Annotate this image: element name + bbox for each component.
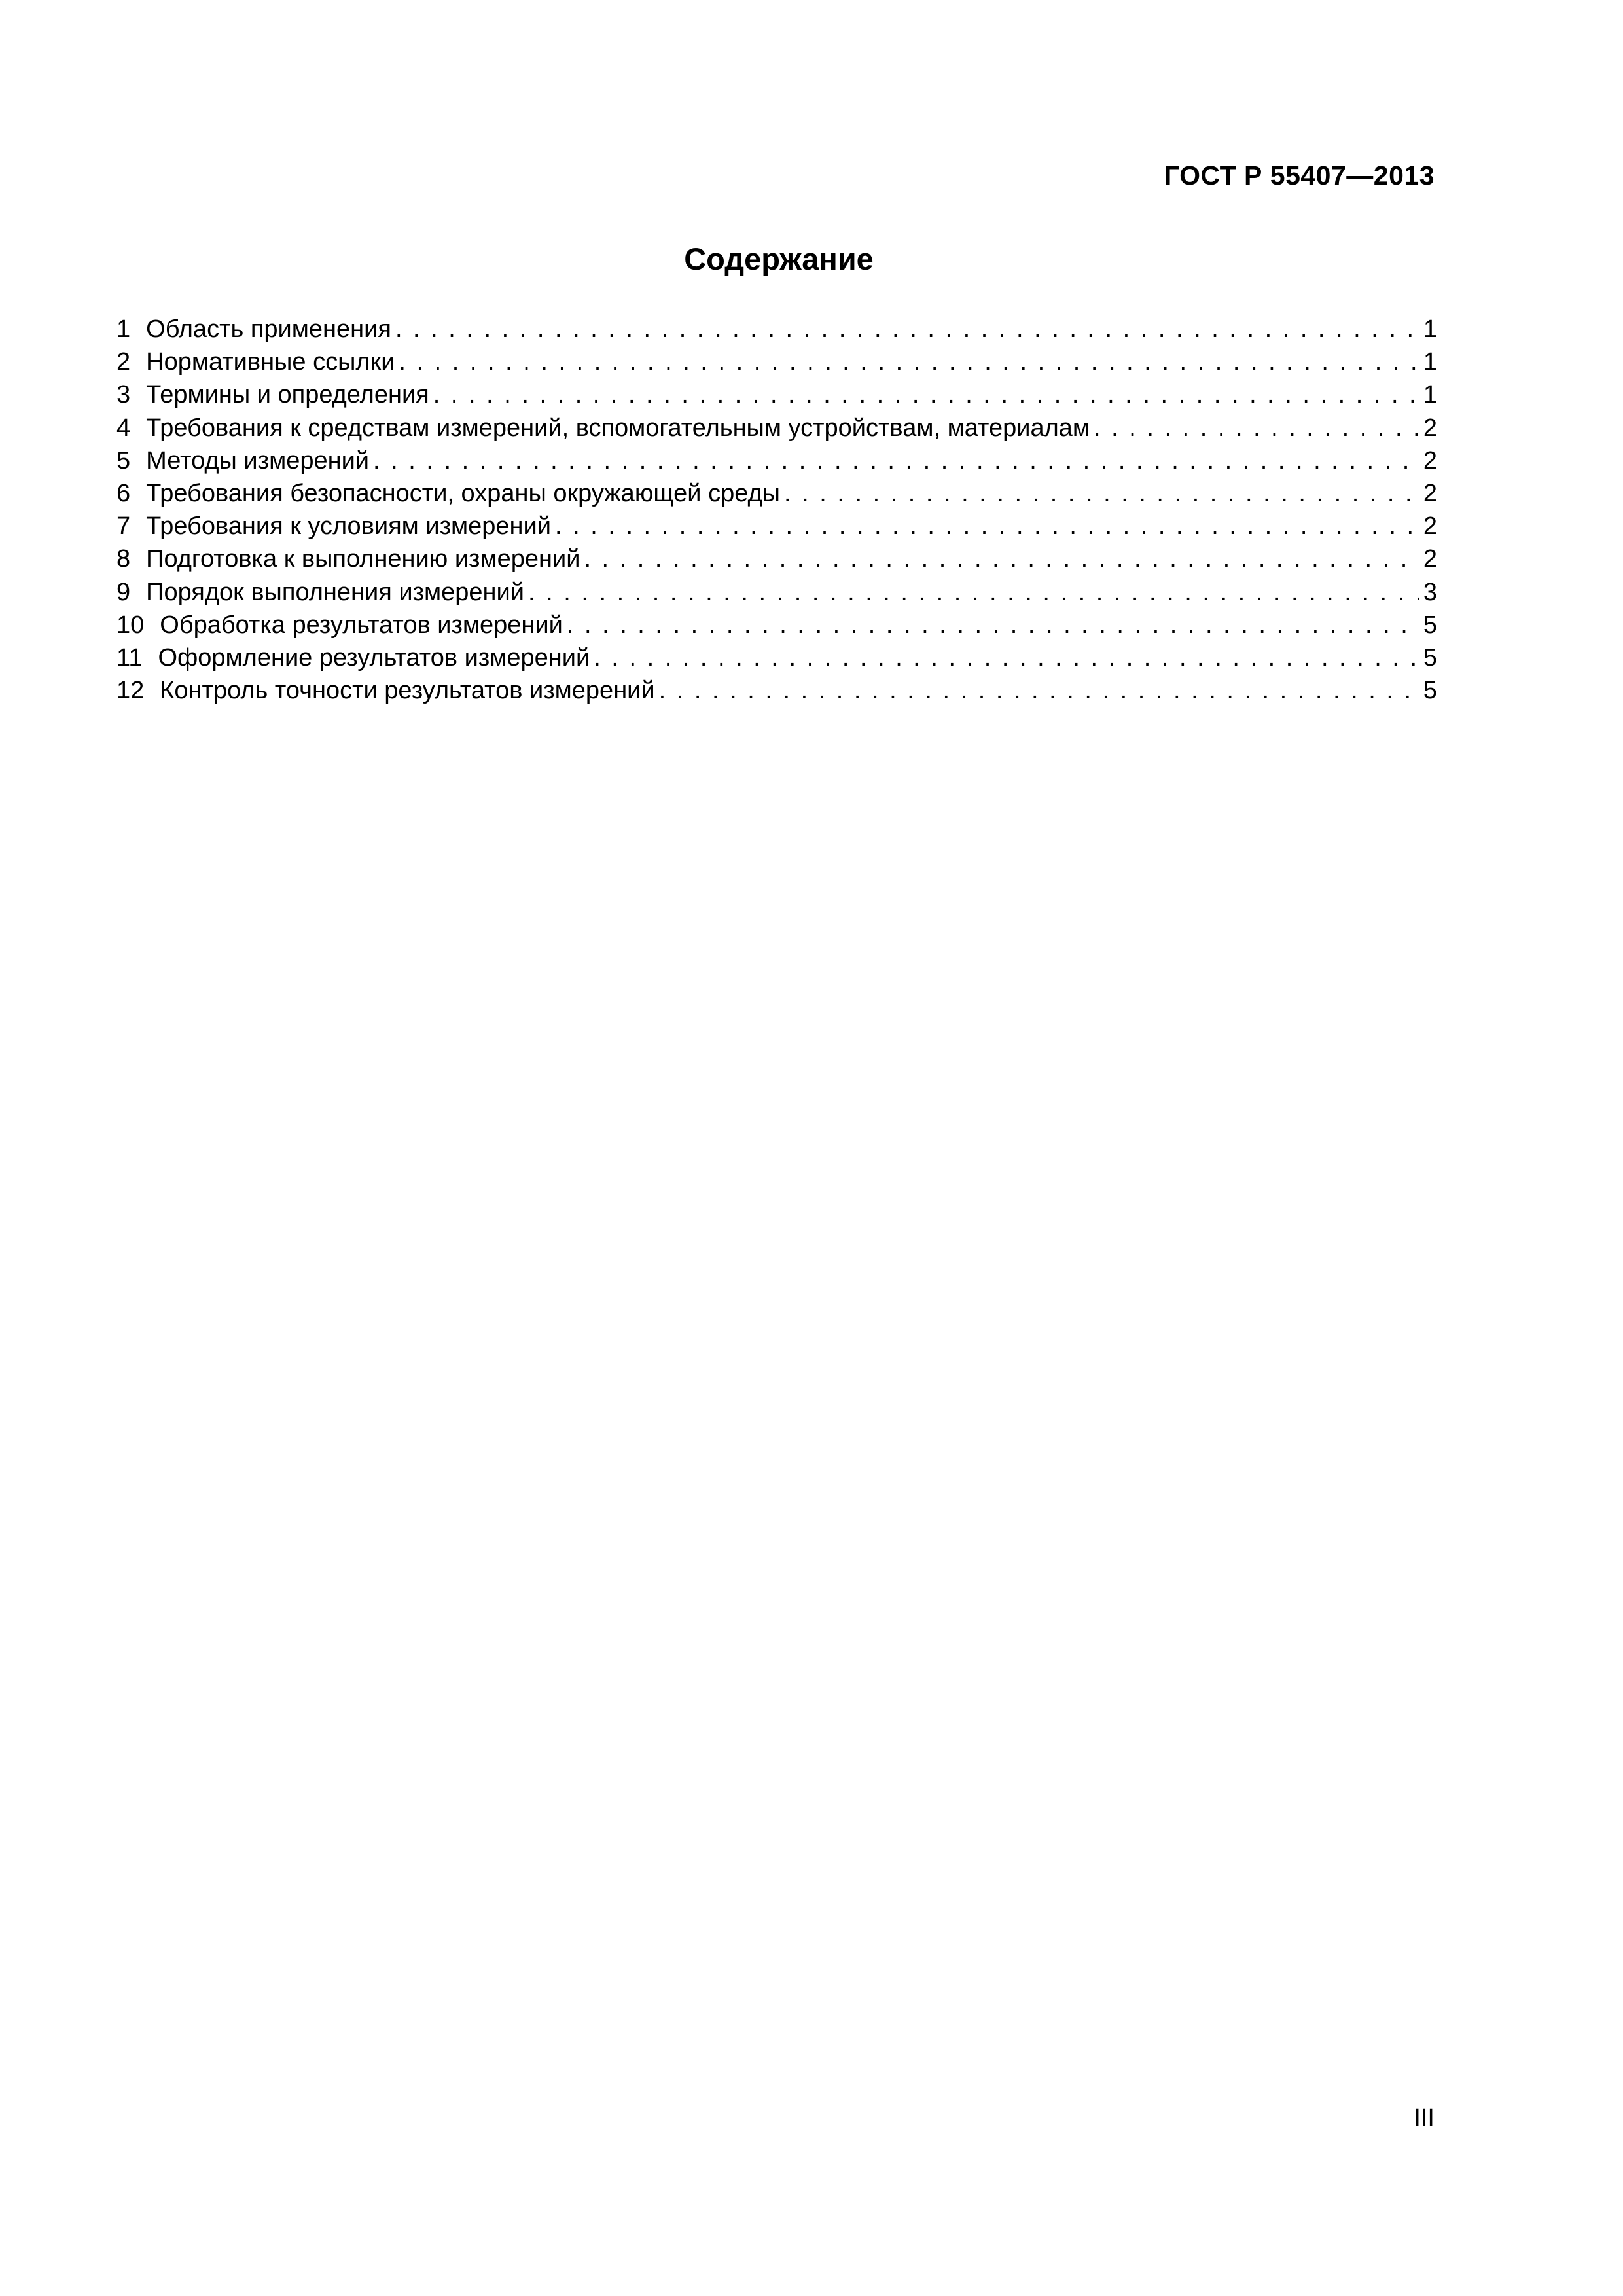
toc-entry-10[interactable] xyxy=(116,609,1437,641)
toc-entry-7[interactable] xyxy=(116,510,1437,543)
toc-entry-number: 4 xyxy=(116,414,131,442)
table-of-contents xyxy=(116,313,1437,707)
toc-entry-page: 1 xyxy=(1423,381,1437,409)
toc-entry-number: 10 xyxy=(116,611,145,639)
toc-entry-8[interactable] xyxy=(116,543,1437,575)
toc-dot-leader xyxy=(373,444,1419,477)
toc-entry-number: 7 xyxy=(116,512,131,541)
toc-entry-label: Нормативные ссылки xyxy=(146,348,395,376)
toc-entry-label: Требования безопасности, охраны окружающей среды xyxy=(146,479,780,507)
toc-entry-label: Область применения xyxy=(146,315,391,343)
page-number: III xyxy=(1414,2104,1435,2132)
toc-entry-label: Обработка результатов измерений xyxy=(160,611,563,639)
toc-entry-page: 2 xyxy=(1423,414,1437,442)
toc-entry-9[interactable] xyxy=(116,576,1437,609)
toc-dot-leader xyxy=(433,378,1419,411)
toc-dot-leader xyxy=(584,543,1419,575)
toc-entry-page: 5 xyxy=(1423,643,1437,672)
toc-dot-leader xyxy=(555,510,1419,543)
toc-entry-page: 2 xyxy=(1423,479,1437,507)
toc-title: Содержание xyxy=(684,242,874,276)
toc-dot-leader xyxy=(528,576,1419,609)
toc-entry-5[interactable] xyxy=(116,444,1437,477)
toc-dot-leader xyxy=(567,609,1419,641)
toc-entry-label: Требования к средствам измерений, вспомогательным устройствам, материалам xyxy=(146,414,1090,442)
toc-entry-page: 2 xyxy=(1423,545,1437,573)
toc-dot-leader xyxy=(594,641,1419,674)
toc-dot-leader xyxy=(399,346,1419,378)
toc-entry-page: 3 xyxy=(1423,578,1437,606)
toc-entry-number: 6 xyxy=(116,479,131,507)
toc-entry-number: 3 xyxy=(116,381,131,409)
toc-entry-page: 5 xyxy=(1423,677,1437,705)
toc-entry-2[interactable] xyxy=(116,346,1437,378)
toc-entry-page: 1 xyxy=(1423,315,1437,343)
toc-entry-number: 2 xyxy=(116,348,131,376)
toc-entry-number: 1 xyxy=(116,315,131,343)
toc-entry-number: 12 xyxy=(116,677,145,705)
toc-entry-4[interactable] xyxy=(116,412,1437,444)
toc-entry-label: Термины и определения xyxy=(146,381,429,409)
toc-entry-number: 11 xyxy=(116,643,143,672)
toc-entry-page: 5 xyxy=(1423,611,1437,639)
toc-entry-6[interactable] xyxy=(116,477,1437,510)
toc-entry-page: 1 xyxy=(1423,348,1437,376)
toc-entry-label: Контроль точности результатов измерений xyxy=(160,677,655,705)
toc-dot-leader xyxy=(659,674,1419,707)
toc-dot-leader xyxy=(395,313,1419,346)
document-code: ГОСТ Р 55407—2013 xyxy=(1164,160,1435,190)
toc-entry-page: 2 xyxy=(1423,512,1437,541)
toc-entry-number: 8 xyxy=(116,545,131,573)
toc-entry-11[interactable] xyxy=(116,641,1437,674)
toc-entry-1[interactable] xyxy=(116,313,1437,346)
toc-entry-3[interactable] xyxy=(116,378,1437,411)
toc-dot-leader xyxy=(1094,412,1419,444)
toc-entry-12[interactable] xyxy=(116,674,1437,707)
toc-entry-label: Методы измерений xyxy=(146,446,370,475)
toc-entry-label: Требования к условиям измерений xyxy=(146,512,551,541)
toc-entry-number: 9 xyxy=(116,578,131,606)
toc-entry-label: Оформление результатов измерений xyxy=(158,643,590,672)
toc-entry-label: Подготовка к выполнению измерений xyxy=(146,545,580,573)
toc-entry-page: 2 xyxy=(1423,446,1437,475)
toc-entry-number: 5 xyxy=(116,446,131,475)
toc-entry-label: Порядок выполнения измерений xyxy=(146,578,524,606)
toc-dot-leader xyxy=(784,477,1419,510)
